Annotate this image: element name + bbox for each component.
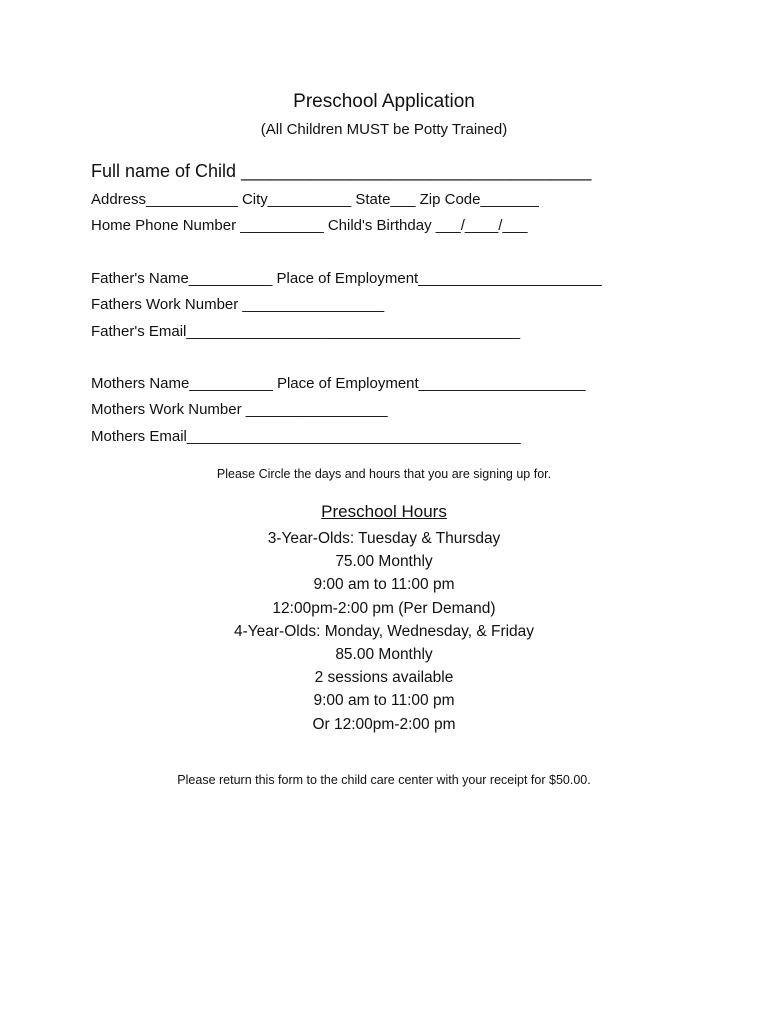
father-email-line: Father's Email________________________________________ [91, 323, 521, 340]
address-line: Address___________ City__________ State___ Zip Code_______ [91, 191, 539, 208]
hours-line: 2 sessions available [314, 669, 454, 687]
circle-instructions: Please Circle the days and hours that you are signing up for. [216, 467, 552, 481]
mother-email-line: Mothers Email________________________________________ [91, 428, 521, 445]
hours-line: 3-Year-Olds: Tuesday & Thursday [267, 530, 501, 547]
hours-line: 12:00pm-2:00 pm (Per Demand) [272, 599, 496, 617]
return-note: Please return this form to the child care center with your receipt for $50.00. [177, 773, 591, 787]
hours-line: 9:00 am to 11:00 pm [313, 576, 455, 594]
hours-line: 4-Year-Olds: Monday, Wednesday, & Friday [233, 622, 535, 640]
father-name-employment-line: Father's Name__________ Place of Employment______________________ [91, 270, 602, 287]
hours-line: 9:00 am to 11:00 pm [313, 692, 455, 710]
hours-line: Or 12:00pm-2:00 pm [312, 715, 456, 733]
child-full-name-line: Full name of Child ___________________________________ [91, 161, 592, 181]
hours-line: 75.00 Monthly [335, 553, 433, 571]
mother-name-employment-line: Mothers Name__________ Place of Employment____________________ [91, 375, 586, 392]
father-work-number-line: Fathers Work Number _________________ [91, 296, 385, 313]
mother-work-number-line: Mothers Work Number _________________ [91, 401, 388, 418]
phone-birthday-line: Home Phone Number __________ Child's Birthday ___/____/___ [91, 217, 528, 234]
hours-list [0, 527, 768, 736]
page-title: Preschool Application [293, 91, 475, 112]
hours-line: 85.00 Monthly [335, 645, 433, 663]
page-subtitle: (All Children MUST be Potty Trained) [260, 121, 508, 138]
hours-heading: Preschool Hours [321, 502, 447, 521]
